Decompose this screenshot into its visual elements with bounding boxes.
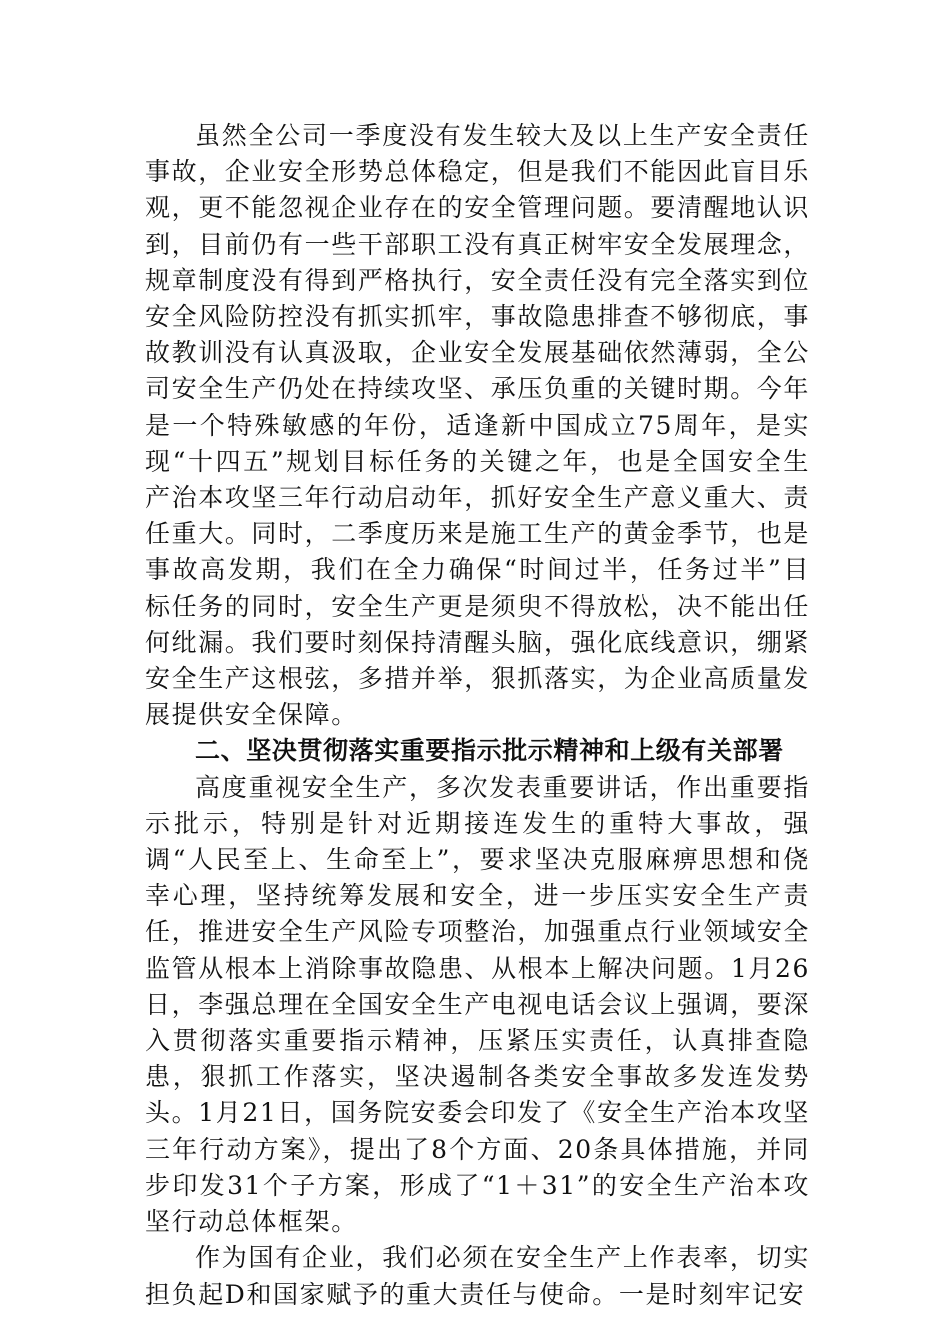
paragraph-state-enterprise: 作为国有企业，我们必须在安全生产上作表率，切实担负起D和国家赋予的重大责任与使命。一是时刻牢记安: [145, 1243, 810, 1309]
section-heading-2: 二、坚决贯彻落实重要指示批示精神和上级有关部署: [195, 736, 784, 766]
paragraph-safety-situation: 虽然全公司一季度没有发生较大及以上生产安全责任事故，企业安全形势总体稳定，但是我们不能因此盲目乐观，更不能忽视企业存在的安全管理问题。要清醒地认识到，目前仍有一些干部职工没有真正树牢安全发展理念，规章制度没有得到严格执行，安全责任没有完全落实到位安全风险防控没有抓实抓牢，事故隐患排查不够彻底，事故教训没有认真汲取，企业安全发展基础依然薄弱，全公司安全生产仍处在持续攻坚、承压负重的关键时期。今年是一个特殊敏感的年份，适逢新中国成立75周年，是实现“十四五”规划目标任务的关键之年，也是全国安全生产治本攻坚三年行动启动年，抓好安全生产意义重大、责任重大。同时，二季度历来是施工生产的黄金季节，也是事故高发期，我们在全力确保“时间过半，任务过半”目标任务的同时，安全生产更是须臾不得放松，决不能出任何纰漏。我们要时刻保持清醒头脑，强化底线意识，绷紧安全生产这根弦，多措并举，狠抓落实，为企业高质量发展提供安全保障。: [145, 121, 811, 730]
paragraph-instructions: 高度重视安全生产，多次发表重要讲话，作出重要指示批示，特别是针对近期接连发生的重特大事故，强调“人民至上、生命至上”，要求坚决克服麻痹思想和侥幸心理，坚持统筹发展和安全，进一步压实安全生产责任，推进安全生产风险专项整治，加强重点行业领域安全监管从根本上消除事故隐患、从根本上解决问题。1月26日，李强总理在全国安全生产电视电话会议上强调，要深入贯彻落实重要指示精神，压紧压实责任，认真排查隐患，狠抓工作落实，坚决遏制各类安全事故多发连发势头。1月21日，国务院安委会印发了《安全生产治本攻坚三年行动方案》，提出了8个方面、20条具体措施，并同步印发31个子方案，形成了“1＋31”的安全生产治本攻坚行动总体框架。: [145, 772, 811, 1237]
document-body: [145, 118, 810, 1313]
